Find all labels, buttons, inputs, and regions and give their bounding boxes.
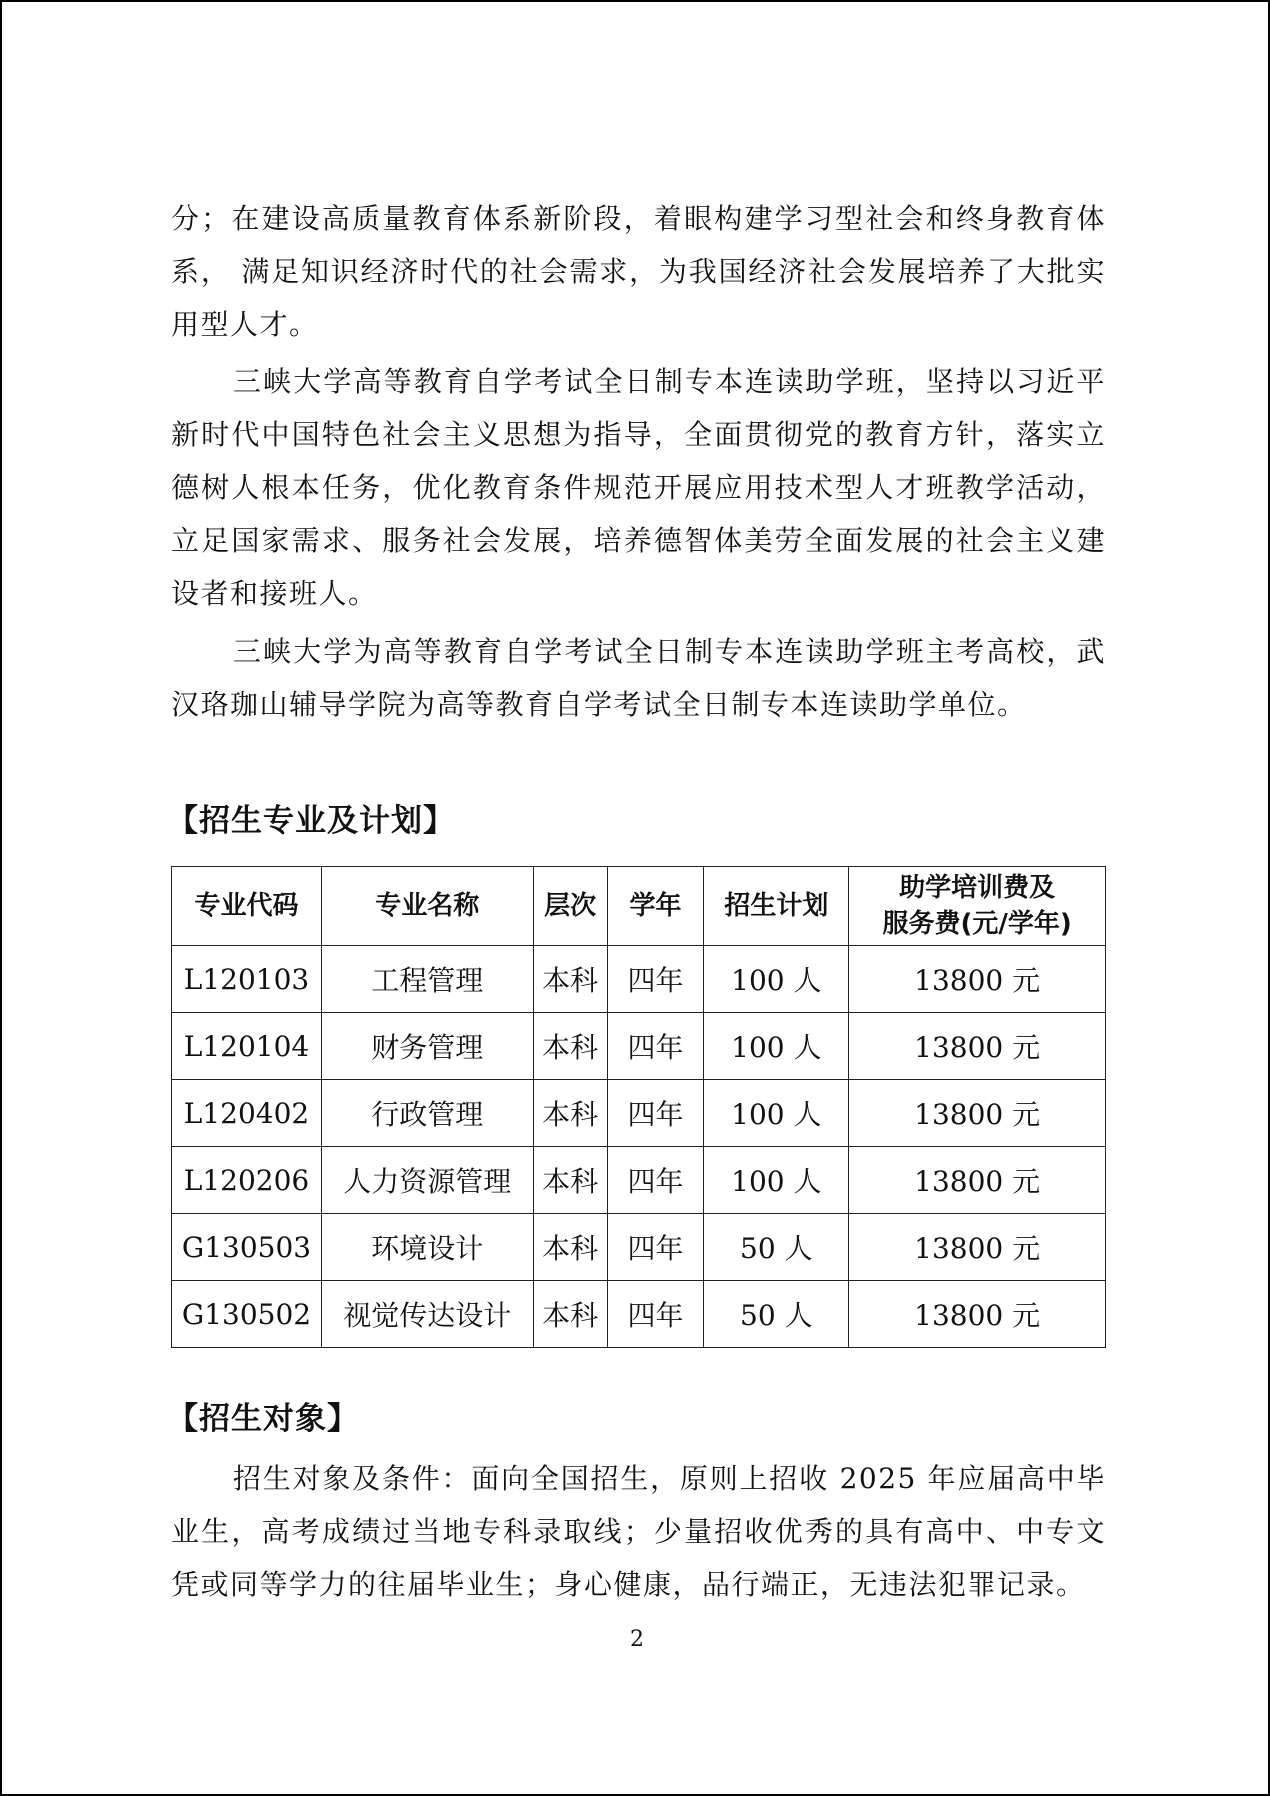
cell-duration: 四年: [607, 946, 704, 1013]
cell-quota: 100 人: [704, 946, 849, 1013]
paragraph-mission: 三峡大学高等教育自学考试全日制专本连读助学班，坚持以习近平新时代中国特色社会主义思想为指导，全面贯彻党的教育方针，落实立德树人根本任务，优化教育条件规范开展应用技术型人才班教学活动，立足国家需求、服务社会发展，培养德智体美劳全面发展的社会主义建设者和接班人。: [171, 365, 1106, 610]
cell-duration: 四年: [607, 1214, 704, 1281]
table-row: [172, 946, 1106, 1013]
paragraph-institutions: 三峡大学为高等教育自学考试全日制专本连读助学班主考高校，武汉珞珈山辅导学院为高等教育自学考试全日制专本连读助学单位。: [171, 635, 1106, 721]
cell-quota: 50 人: [704, 1281, 849, 1348]
table-row: [172, 1080, 1106, 1147]
cell-code: G130503: [172, 1214, 322, 1281]
cell-duration: 四年: [607, 1281, 704, 1348]
cell-quota: 50 人: [704, 1214, 849, 1281]
section-title-target: 【招生对象】: [167, 1401, 359, 1437]
intro-paragraph: 分；在建设高质量教育体系新阶段，着眼构建学习型社会和终身教育体系， 满足知识经济时代的社会需求，为我国经济社会发展培养了大批实用型人才。: [171, 202, 1106, 341]
cell-fee: 13800 元: [849, 946, 1106, 1013]
cell-level: 本科: [533, 1147, 607, 1214]
cell-level: 本科: [533, 946, 607, 1013]
cell-code: L120206: [172, 1147, 322, 1214]
cell-level: 本科: [533, 1281, 607, 1348]
header-major: 专业名称: [321, 867, 533, 946]
cell-code: G130502: [172, 1281, 322, 1348]
header-quota: 招生计划: [704, 867, 849, 946]
cell-level: 本科: [533, 1214, 607, 1281]
header-fee: [849, 867, 1106, 946]
cell-code: L120103: [172, 946, 322, 1013]
cell-duration: 四年: [607, 1013, 704, 1080]
cell-major: 财务管理: [321, 1013, 533, 1080]
cell-major: 行政管理: [321, 1080, 533, 1147]
header-duration: 学年: [607, 867, 704, 946]
table-row: [172, 1214, 1106, 1281]
paragraph-eligibility: 招生对象及条件：面向全国招生，原则上招收 2025 年应届高中毕业生，高考成绩过当地专科录取线；少量招收优秀的具有高中、中专文凭或同等学力的往届毕业生；身心健康，品行端正，无违法犯罪记录。: [171, 1462, 1106, 1601]
cell-major: 环境设计: [321, 1214, 533, 1281]
cell-code: L120402: [172, 1080, 322, 1147]
cell-fee: 13800 元: [849, 1147, 1106, 1214]
page-number: 2: [630, 1627, 644, 1652]
table-header-row: [172, 867, 1106, 946]
header-fee-line1: 助学培训费及: [899, 873, 1056, 903]
cell-major: 视觉传达设计: [321, 1281, 533, 1348]
cell-major: 工程管理: [321, 946, 533, 1013]
cell-quota: 100 人: [704, 1147, 849, 1214]
cell-level: 本科: [533, 1013, 607, 1080]
cell-duration: 四年: [607, 1147, 704, 1214]
table-row: [172, 1013, 1106, 1080]
header-level: 层次: [533, 867, 607, 946]
cell-fee: 13800 元: [849, 1281, 1106, 1348]
cell-code: L120104: [172, 1013, 322, 1080]
header-code: 专业代码: [172, 867, 322, 946]
cell-major: 人力资源管理: [321, 1147, 533, 1214]
section-title-plan: 【招生专业及计划】: [167, 803, 455, 839]
cell-quota: 100 人: [704, 1013, 849, 1080]
cell-fee: 13800 元: [849, 1013, 1106, 1080]
cell-fee: 13800 元: [849, 1214, 1106, 1281]
header-fee-line2: 服务费(元/学年): [882, 909, 1072, 939]
cell-fee: 13800 元: [849, 1080, 1106, 1147]
cell-level: 本科: [533, 1080, 607, 1147]
enrollment-plan-table: [171, 866, 1106, 1348]
cell-quota: 100 人: [704, 1080, 849, 1147]
cell-duration: 四年: [607, 1080, 704, 1147]
table-row: [172, 1281, 1106, 1348]
table-row: [172, 1147, 1106, 1214]
